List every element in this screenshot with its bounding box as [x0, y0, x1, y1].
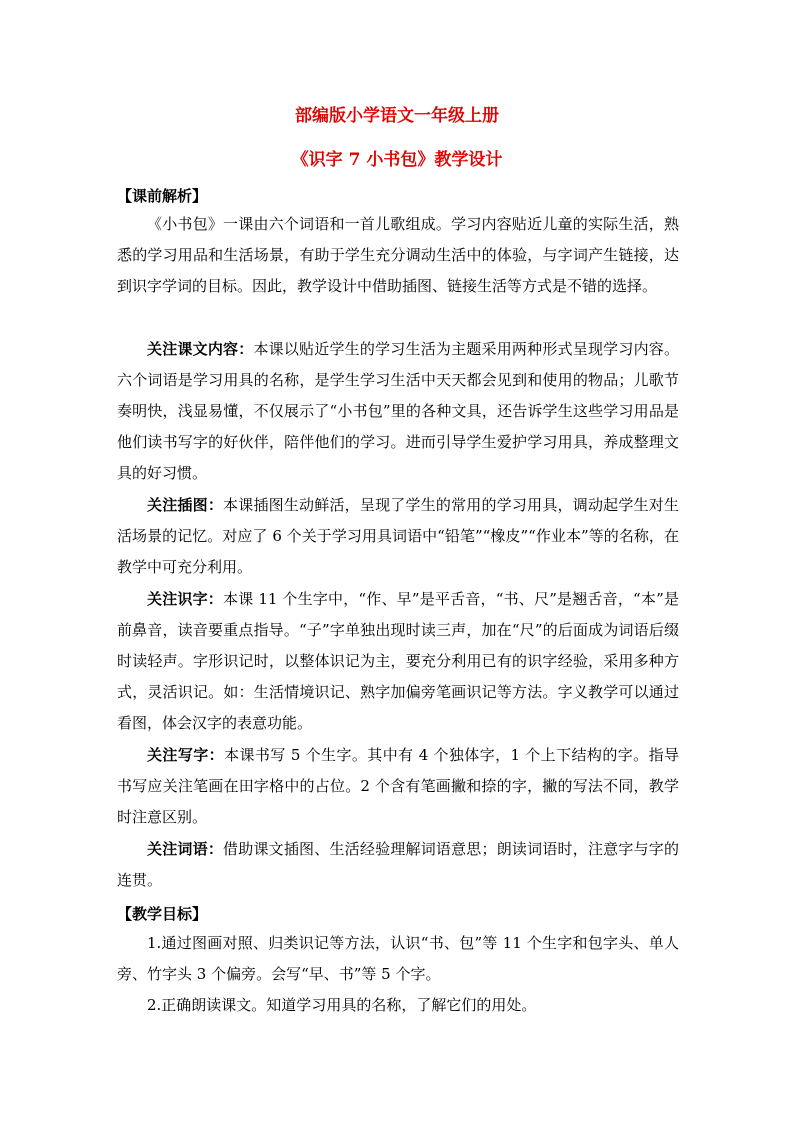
focus-content-text: 本课以贴近学生的学习生活为主题采用两种形式呈现学习内容。六个词语是学习用具的名称，是学生学习生活中天天都会见到和使用的物品；儿歌节奏明快，浅显易懂，不仅展示了“小书包”里的各种文具，还告诉学生这些学习用品是他们读书写字的好伙伴，陪伴他们的学习。进而引导学生爱护学习用具，养成整理文具的好习惯。 [117, 340, 679, 482]
focus-words-text: 借助课文插图、生活经验理解词语意思；朗读词语时，注意字与字的连贯。 [117, 840, 679, 889]
section-heading-pre-analysis: 【课前解析】 [117, 187, 208, 205]
document-subtitle: 《识字 7 小书包》教学设计 [291, 150, 503, 170]
objective-item: 1.通过图画对照、归类识记等方法，认识“书、包”等 11 个生字和包字头、单人旁、竹字头 3 个偏旁。会写“早、书”等 5 个字。 [117, 934, 679, 983]
focus-illustration-paragraph [117, 490, 679, 583]
focus-characters-text: 本课 11 个生字中，“作、早”是平舌音，“书、尺”是翘舌音，“本”是前鼻音，读音要重点指导。“子”字单独出现时读三声，加在“尺”的后面成为词语后缀时读轻声。字形识记时，以整体识记为主，要充分利用已有的识字经验，采用多种方式，灵活识记。如：生活情境识记、熟字加偏旁笔画识记等方法。字义教学可以通过看图，体会汉字的表意功能。 [117, 590, 679, 732]
focus-characters-label: 关注识字： [147, 590, 223, 608]
focus-content-label: 关注课文内容： [147, 340, 254, 358]
focus-writing-label: 关注写字： [147, 746, 225, 764]
section-heading-objectives: 【教学目标】 [117, 905, 208, 923]
focus-illustration-text: 本课插图生动鲜活，呈现了学生的常用的学习用具，调动起学生对生活场景的记忆。对应了 6 个关于学习用具词语中“铅笔”“橡皮”“作业本”等的名称，在教学中可充分利用。 [117, 496, 679, 576]
intro-paragraph: 《小书包》一课由六个词语和一首儿歌组成。学习内容贴近儿童的实际生活，熟悉的学习用品和生活场景，有助于学生充分调动生活中的体验，与字词产生链接，达到识字学词的目标。因此，教学设计中借助插图、链接生活等方式是不错的选择。 [117, 215, 679, 295]
objective-item: 2.正确朗读课文。知道学习用具的名称，了解它们的用处。 [147, 996, 537, 1014]
focus-characters-paragraph [117, 584, 679, 739]
focus-writing-text: 本课书写 5 个生字。其中有 4 个独体字，1 个上下结构的字。指导书写应关注笔画在田字格中的占位。2 个含有笔画撇和捺的字，撇的写法不同，教学时注意区别。 [117, 746, 679, 826]
focus-illustration-label: 关注插图： [147, 496, 224, 514]
focus-writing-paragraph [117, 740, 679, 833]
document-title: 部编版小学语文一年级上册 [295, 106, 499, 126]
focus-words-label: 关注词语： [147, 840, 224, 858]
focus-words-paragraph [117, 834, 679, 896]
focus-content-paragraph [117, 334, 679, 489]
